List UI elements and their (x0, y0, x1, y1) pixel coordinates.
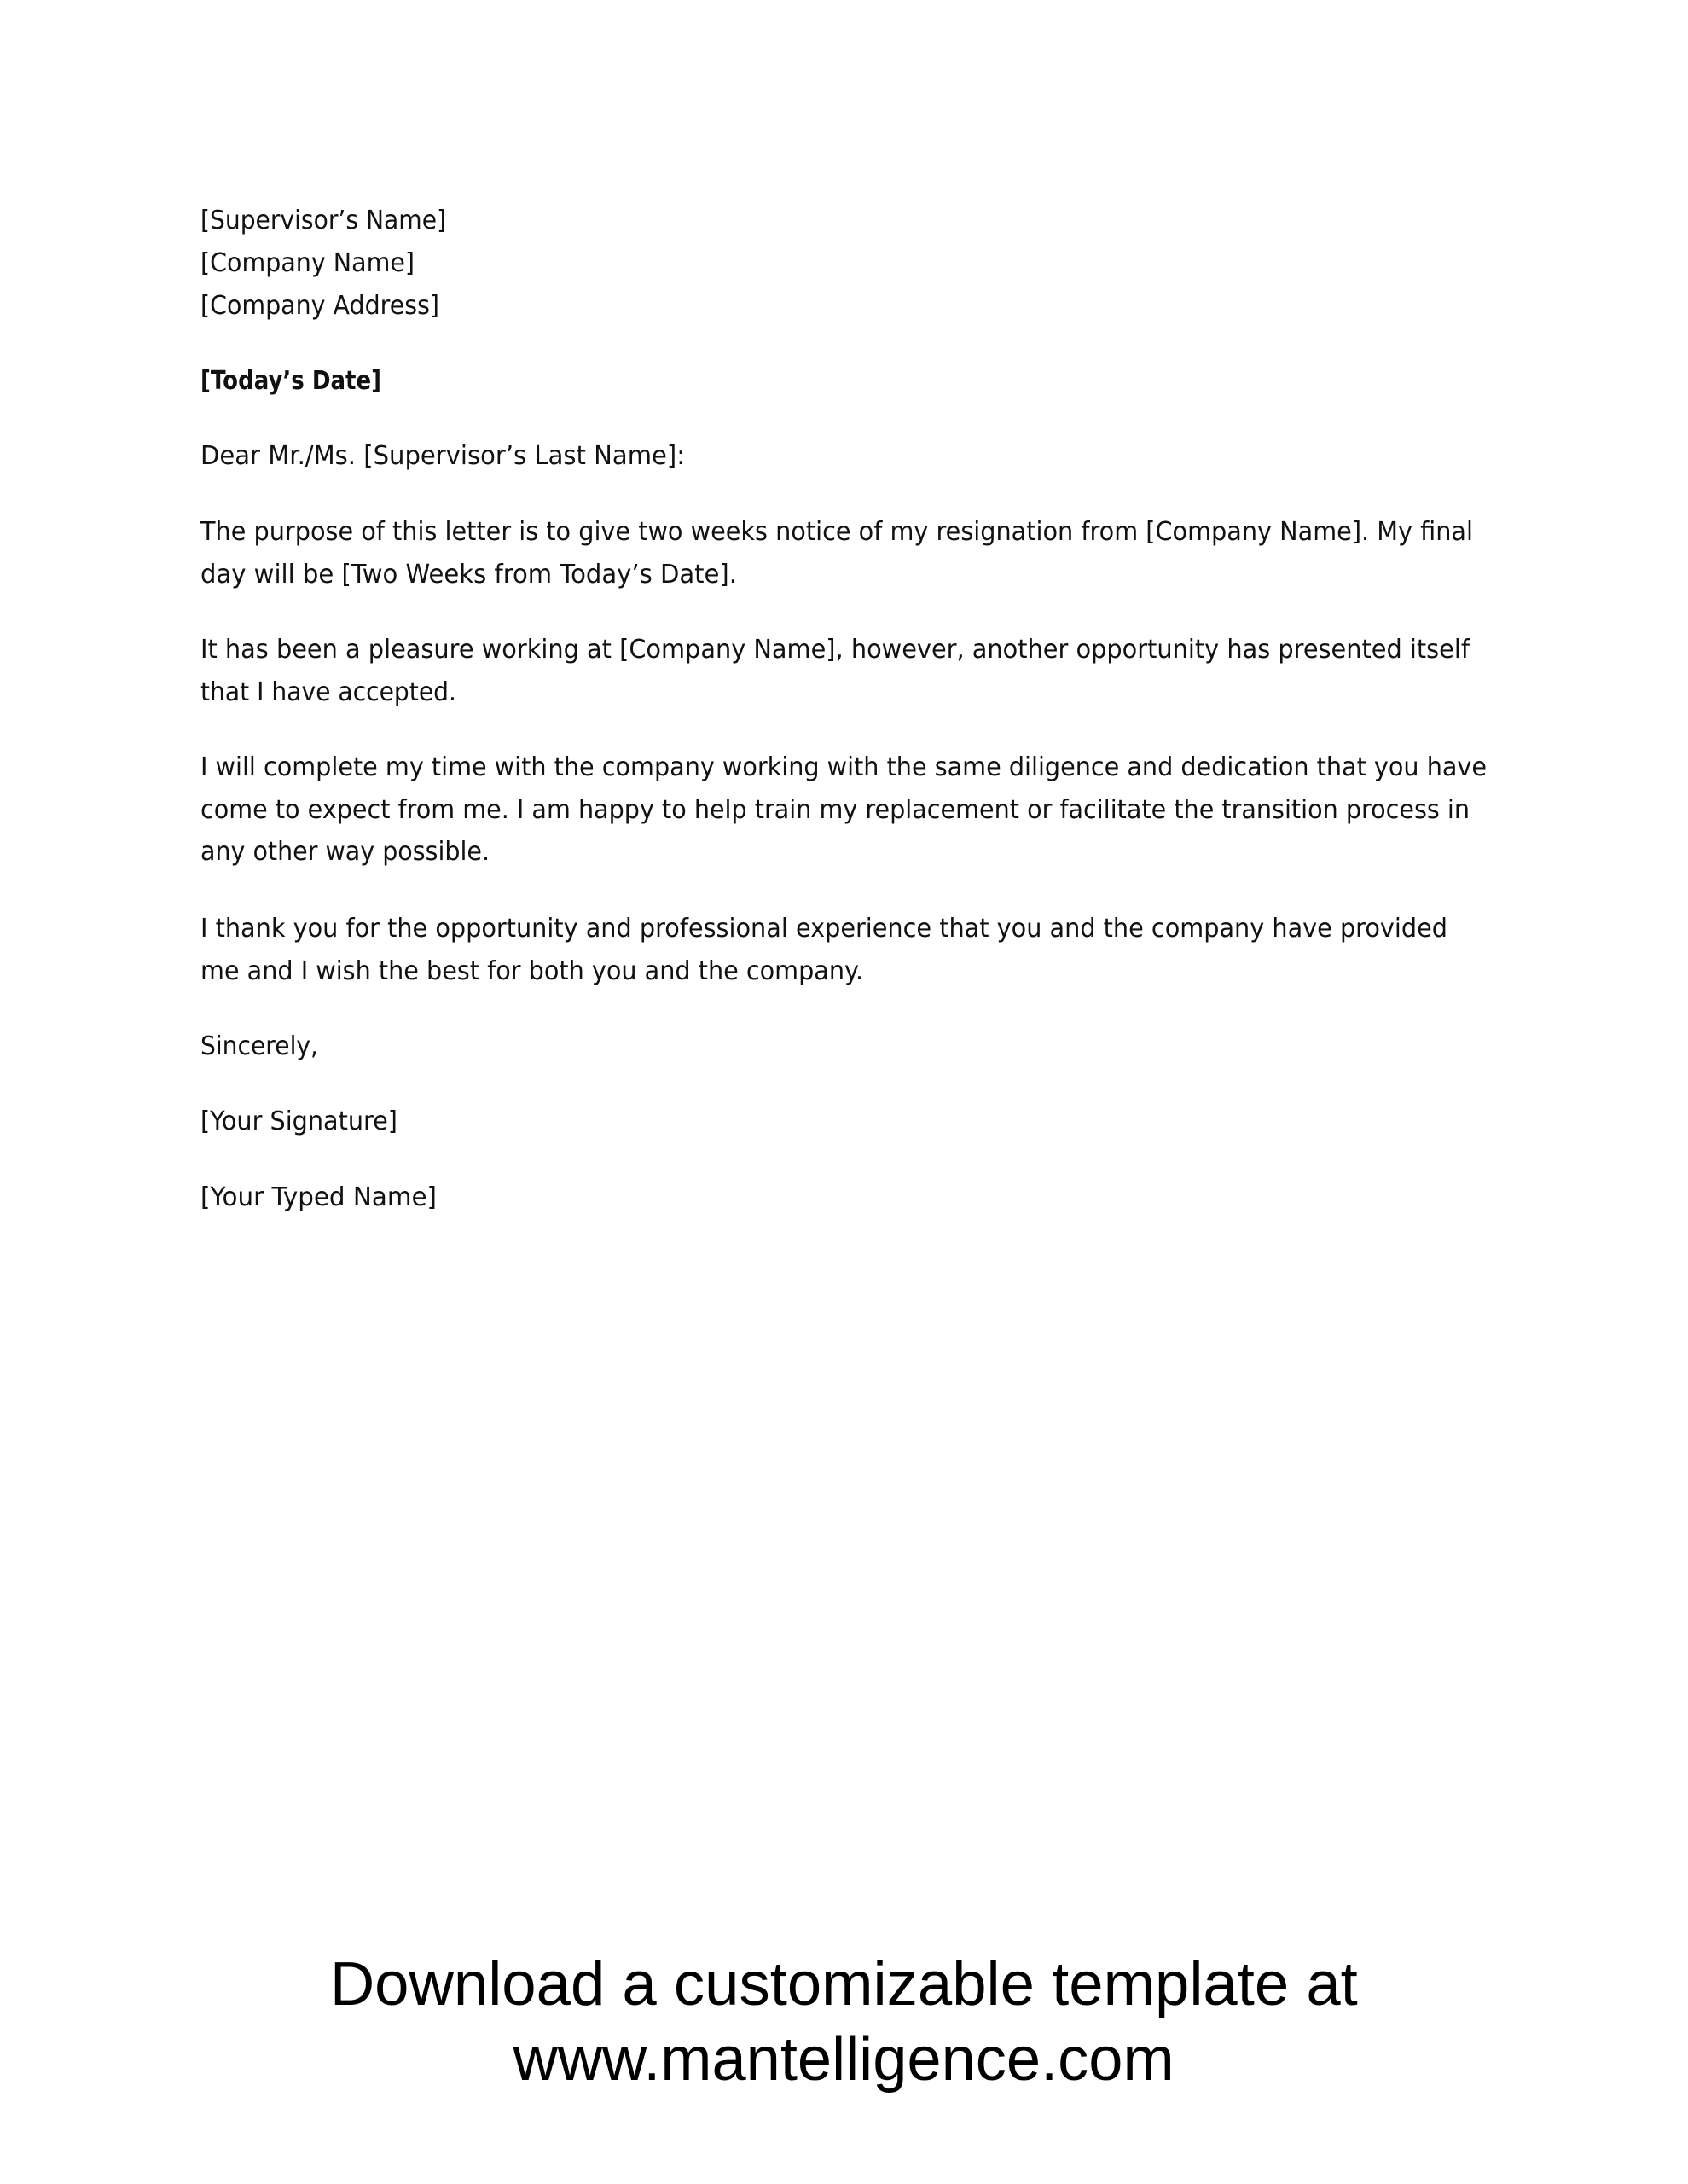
signature-placeholder: [Your Signature] (200, 1107, 397, 1136)
company-name: [Company Name] (200, 248, 415, 278)
paragraph-1-line-2: day will be [Two Weeks from Today’s Date]. (200, 560, 737, 590)
footer-line-1: Download a customizable template at (330, 1950, 1358, 2018)
footer-download-text (0, 1950, 1688, 2018)
todays-date: [Today’s Date] (200, 366, 381, 396)
paragraph-4-line-2: me and I wish the best for both you and the company. (200, 956, 863, 986)
salutation: Dear Mr./Ms. [Supervisor’s Last Name]: (200, 441, 685, 471)
closing: Sincerely, (200, 1031, 318, 1061)
footer-url-text (0, 2025, 1688, 2094)
footer-url: www.mantelligence.com (513, 2025, 1175, 2094)
typed-name-placeholder: [Your Typed Name] (200, 1182, 437, 1212)
company-address: [Company Address] (200, 291, 439, 321)
paragraph-2-line-2: that I have accepted. (200, 677, 456, 707)
paragraph-1-line-1: The purpose of this letter is to give two weeks notice of my resignation from [Company Name]. My final (200, 517, 1473, 547)
paragraph-3-line-2: come to expect from me. I am happy to help train my replacement or facilitate the transition process in (200, 795, 1470, 825)
paragraph-3-line-3: any other way possible. (200, 837, 490, 867)
supervisor-name: [Supervisor’s Name] (200, 206, 446, 235)
paragraph-3-line-1: I will complete my time with the company working with the same diligence and dedication that you have (200, 752, 1487, 782)
paragraph-4-line-1: I thank you for the opportunity and professional experience that you and the company have provided (200, 914, 1447, 944)
paragraph-2-line-1: It has been a pleasure working at [Company Name], however, another opportunity has presented itself (200, 635, 1470, 665)
